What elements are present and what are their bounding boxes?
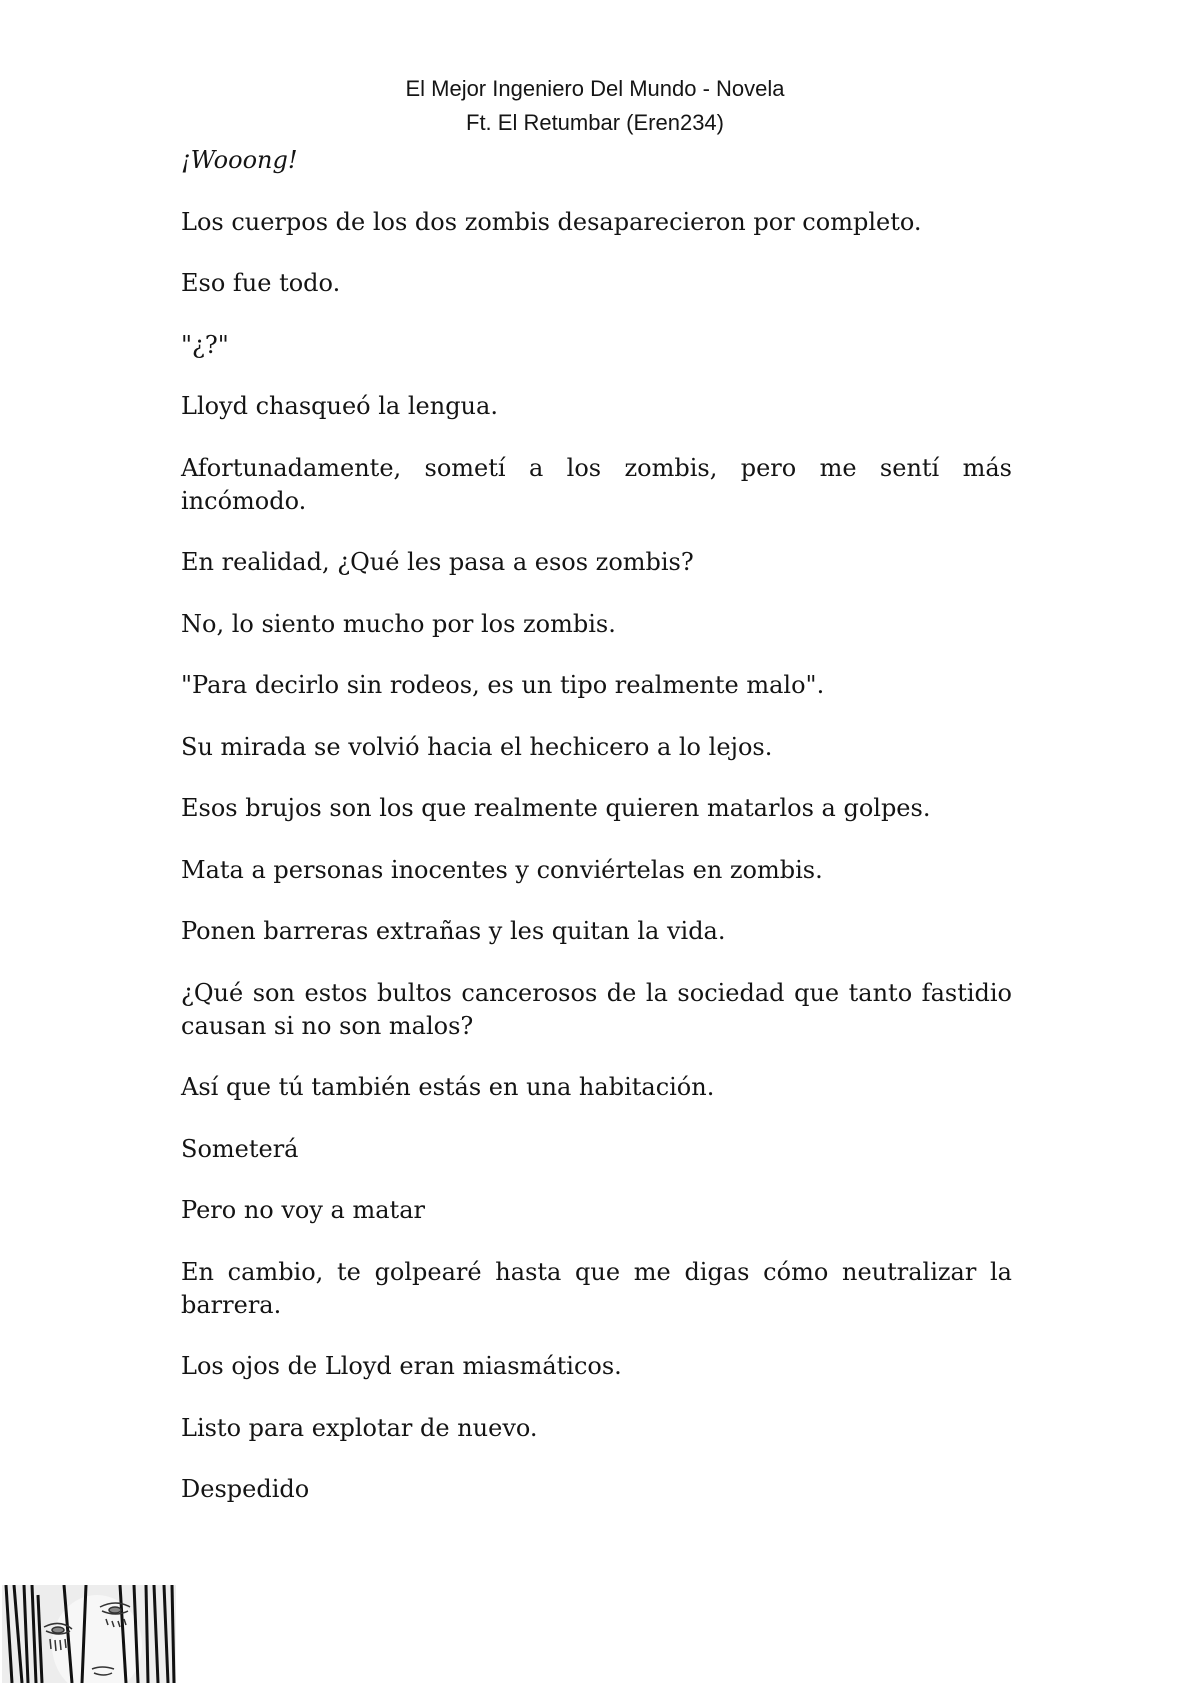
paragraph: Mata a personas inocentes y conviértelas en zombis. <box>181 855 823 884</box>
manga-character-portrait-icon <box>2 1585 176 1683</box>
paragraph: "Para decirlo sin rodeos, es un tipo realmente malo". <box>181 671 825 699</box>
paragraph: Los cuerpos de los dos zombis desaparecieron por completo. <box>181 207 922 236</box>
document-header <box>0 72 1190 140</box>
paragraph: Lloyd chasqueó la lengua. <box>181 392 498 420</box>
paragraph: ¡Wooong! <box>181 146 298 174</box>
paragraph: Despedido <box>181 1475 310 1503</box>
paragraph: Pero no voy a matar <box>181 1196 425 1224</box>
paragraph: Los ojos de Lloyd eran miasmáticos. <box>181 1352 622 1380</box>
paragraph: "¿?" <box>181 330 229 359</box>
paragraph: Listo para explotar de nuevo. <box>181 1413 538 1442</box>
header-credit: Ft. El Retumbar (Eren234) <box>466 110 724 135</box>
paragraph: Someterá <box>181 1134 299 1163</box>
paragraph: Eso fue todo. <box>181 269 341 297</box>
paragraph: Su mirada se volvió hacia el hechicero a lo lejos. <box>181 732 773 761</box>
paragraph: Ponen barreras extrañas y les quitan la vida. <box>181 917 726 945</box>
paragraph: No, lo siento mucho por los zombis. <box>181 609 616 638</box>
paragraph: Afortunadamente, sometí a los zombis, pero me sentí más incómodo. <box>181 453 1012 515</box>
document-body <box>181 144 1012 1506</box>
header-title: El Mejor Ingeniero Del Mundo - Novela <box>405 76 785 101</box>
paragraph: Esos brujos son los que realmente quieren matarlos a golpes. <box>181 794 931 822</box>
paragraph: En cambio, te golpearé hasta que me digas cómo neutralizar la barrera. <box>181 1257 1012 1319</box>
paragraph: En realidad, ¿Qué les pasa a esos zombis? <box>181 548 694 576</box>
paragraph: Así que tú también estás en una habitación. <box>181 1073 715 1101</box>
paragraph: ¿Qué son estos bultos cancerosos de la sociedad que tanto fastidio causan si no son malos? <box>181 978 1012 1040</box>
